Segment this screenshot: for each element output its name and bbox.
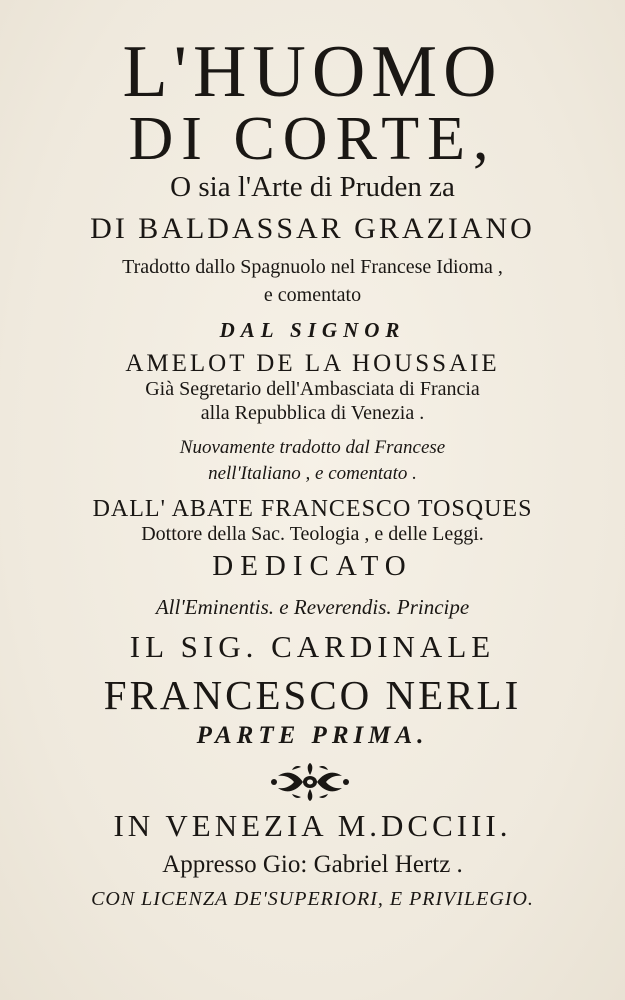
title-line-2: DI CORTE, — [128, 105, 497, 173]
second-translator-title: Dottore della Sac. Teologia , e delle Leggi. — [141, 523, 484, 545]
translator-title-2: alla Repubblica di Venezia . — [200, 402, 425, 424]
dedication-heading: DEDICATO — [212, 550, 413, 582]
imprint-printer: Appresso Gio: Gabriel Hertz . — [162, 851, 463, 878]
new-translation-note-1: Nuovamente tradotto dal Francese — [179, 437, 446, 458]
new-translation-note-2: nell'Italiano , e comentato . — [208, 463, 417, 484]
translator-title-1: Già Segretario dell'Ambasciata di Francia — [145, 378, 480, 400]
subtitle: O sia l'Arte di Pruden za — [170, 171, 455, 203]
translator-name: AMELOT DE LA HOUSSAIE — [125, 350, 500, 377]
dedicatee-title: IL SIG. CARDINALE — [129, 629, 496, 664]
license-line: CON LICENZA DE'SUPERIORI, E PRIVILEGIO. — [91, 888, 534, 910]
fleuron-ornament-icon — [268, 762, 352, 802]
dedicatee-name: FRANCESCO NERLI — [103, 672, 522, 718]
second-translator-name: DALL' ABATE FRANCESCO TOSQUES — [92, 496, 533, 522]
imprint-place-date: IN VENEZIA M.DCCIII. — [113, 808, 512, 843]
by-line: DAL SIGNOR — [219, 318, 406, 342]
author-line: DI BALDASSAR GRAZIANO — [90, 212, 535, 245]
dedication-honorific: All'Eminentis. e Reverendis. Principe — [155, 595, 470, 619]
part-label: PARTE PRIMA. — [196, 722, 429, 749]
translation-note-1: Tradotto dallo Spagnuolo nel Francese Idioma , — [122, 256, 503, 278]
title-line-1: L'HUOMO — [122, 31, 503, 113]
translation-note-2: e comentato — [263, 284, 362, 306]
